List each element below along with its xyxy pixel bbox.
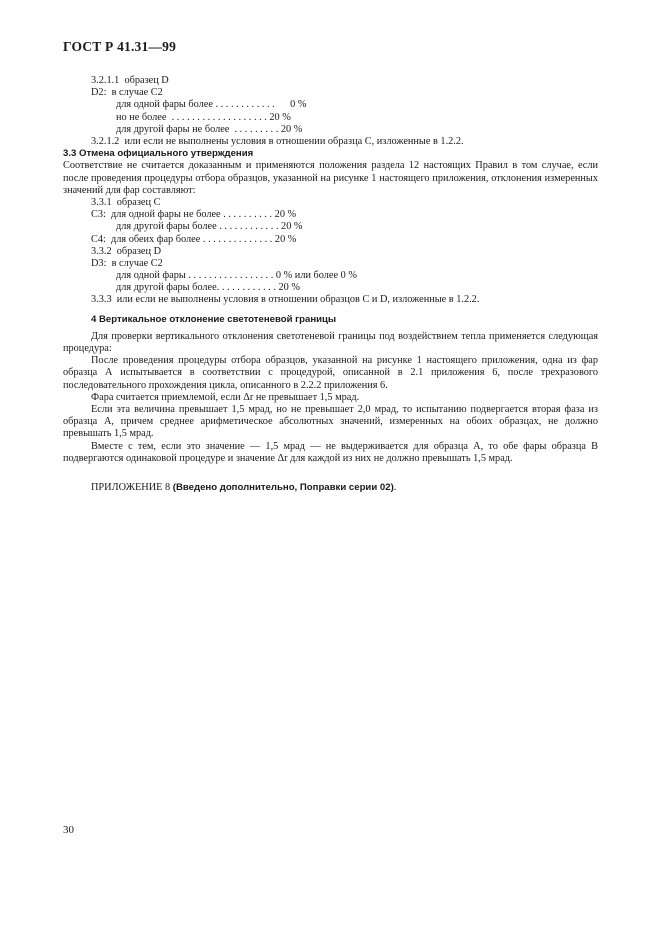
page-number: 30 [63, 824, 74, 836]
section-4-paragraph: Вместе с тем, если это значение — 1,5 мрад — не выдерживается для образца А, то обе фары образца В подвергаются одинаковой процедуре и значение Δr для каждой из них не должно превышать 1,5 мрад. [63, 440, 598, 464]
document-body [63, 75, 598, 494]
annex-bold-text: (Введено дополнительно, Поправки серии 02) [172, 482, 394, 494]
clause-line: D3: в случае C2 [91, 257, 163, 269]
clause-line: но не более . . . . . . . . . . . . . . . . . . . 20 % [116, 111, 291, 123]
clause-line: для одной фары более . . . . . . . . . . . . 0 % [116, 99, 307, 111]
clause-3-3-block [63, 197, 598, 307]
clause-line: для одной фары . . . . . . . . . . . . . . . . . 0 % или более 0 % [116, 270, 357, 282]
clause-line: 3.3.3 или если не выполнены условия в отношении образцов С и D, изложенные в 1.2.2. [91, 294, 480, 306]
section-4-paragraph: Фара считается приемлемой, если Δr не превышает 1,5 мрад. [91, 391, 360, 403]
clause-3-2-1-block [63, 75, 598, 148]
annex-end: . [393, 482, 397, 494]
document-header: ГОСТ Р 41.31—99 [63, 39, 177, 54]
clause-line: 3.3.2 образец D [91, 245, 162, 257]
clause-line: C3: для одной фары не более . . . . . . . . . . 20 % [91, 209, 297, 221]
annex-note [63, 482, 598, 494]
clause-line: 3.2.1.1 образец D [91, 75, 169, 86]
clause-line: 3.2.1.2 или если не выполнены условия в отношении образца С, изложенные в 1.2.2. [91, 135, 464, 147]
section-3-3-heading: 3.3 Отмена официального утверждения [63, 148, 254, 160]
annex-label: ПРИЛОЖЕНИЕ 8 [91, 482, 171, 494]
clause-line: C4: для обеих фар более . . . . . . . . . . . . . . 20 % [91, 233, 297, 245]
section-3-3-paragraph: Соответствие не считается доказанным и применяются положения раздела 12 настоящих Правил в том случае, если после проведения процедуры отбора образцов, указанной на рисунке 1 настоящего приложения, отклонения измеренных значений для фар составляют: [63, 160, 598, 196]
section-4-heading: 4 Вертикальное отклонение светотеневой границы [91, 313, 337, 325]
clause-line: для другой фары не более . . . . . . . . . 20 % [116, 123, 303, 135]
section-4-paragraph: Если эта величина превышает 1,5 мрад, но не превышает 2,0 мрад, то испытанию подвергается вторая фаза из образца А, причем среднее арифметическое абсолютных значений, измеренных на обоих образцах, не должно превышать 1,5 мрад. [63, 404, 598, 440]
clause-line: для другой фары более. . . . . . . . . . . . 20 % [116, 282, 300, 294]
section-4-paragraph: Для проверки вертикального отклонения светотеневой границы под воздействием тепла применяется следующая процедура: [63, 330, 598, 355]
section-4-paragraph: После проведения процедуры отбора образцов, указанной на рисунке 1 настоящего приложения, одна из фар образца А испытывается в соответствии с процедурой, описанной в 2.1 приложения 6, после трехразового последовательного прохождения цикла, описанного в 2.2.2 приложения 6. [63, 355, 598, 391]
clause-line: для другой фары более . . . . . . . . . . . . 20 % [116, 221, 303, 233]
clause-line: D2: в случае C2 [91, 87, 163, 99]
clause-line: 3.3.1 образец С [91, 196, 161, 208]
